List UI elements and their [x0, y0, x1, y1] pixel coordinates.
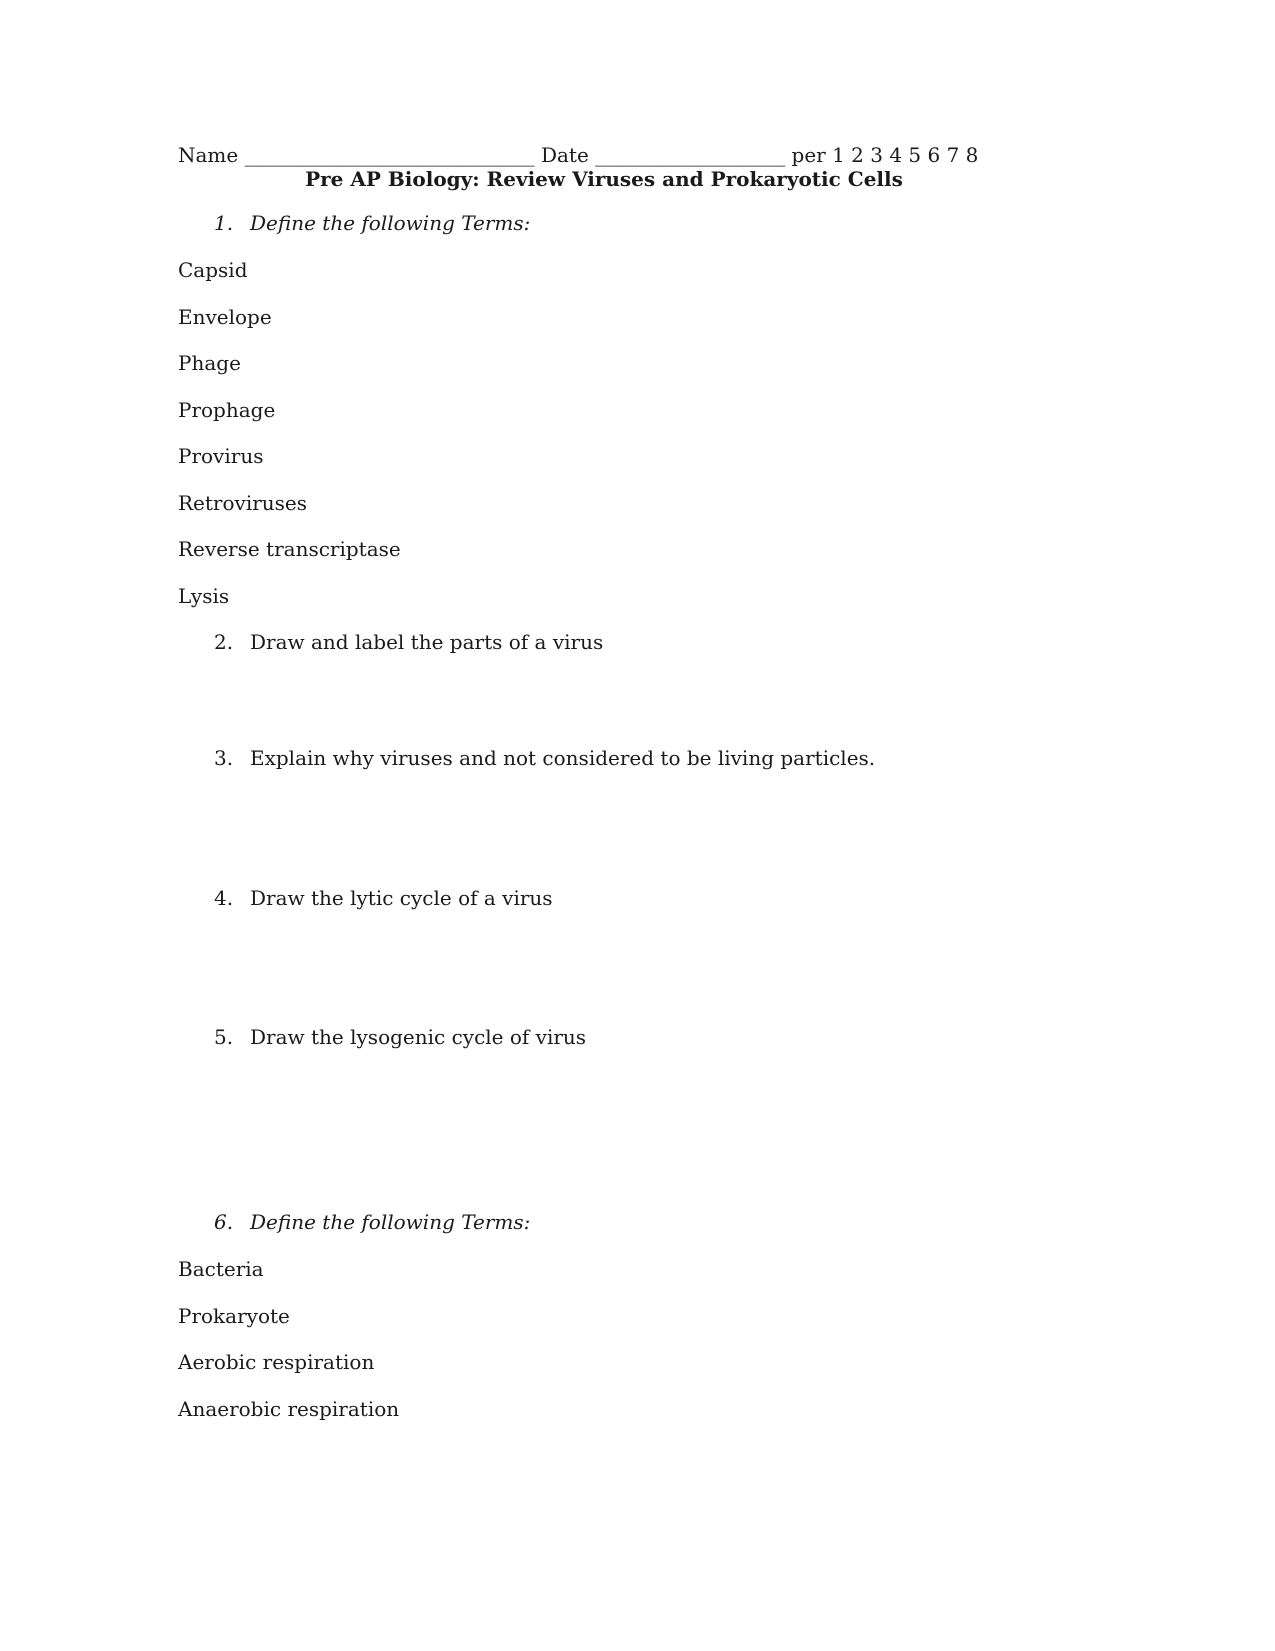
question-3	[214, 746, 875, 770]
question-text: Define the following Terms:	[250, 211, 531, 235]
term-envelope: Envelope	[178, 305, 272, 329]
question-4	[214, 886, 553, 910]
question-6	[214, 1210, 530, 1234]
question-number: 2.	[214, 630, 234, 654]
question-text: Define the following Terms:	[250, 1210, 531, 1234]
question-number: 6.	[214, 1210, 234, 1234]
term-aerobic-respiration: Aerobic respiration	[178, 1350, 375, 1374]
period-options: per 1 2 3 4 5 6 7 8	[791, 143, 979, 167]
term-prokaryote: Prokaryote	[178, 1304, 290, 1328]
question-text: Draw the lytic cycle of a virus	[250, 886, 553, 910]
question-number: 1.	[214, 211, 234, 235]
name-blank: _____________________________	[244, 143, 535, 167]
term-phage: Phage	[178, 351, 241, 375]
question-1	[214, 211, 530, 235]
term-lysis: Lysis	[178, 584, 230, 608]
question-2	[214, 630, 603, 654]
term-prophage: Prophage	[178, 398, 276, 422]
date-label: Date	[540, 143, 589, 167]
date-blank: ___________________	[595, 143, 786, 167]
question-text: Draw and label the parts of a virus	[250, 630, 604, 654]
question-5	[214, 1025, 586, 1049]
header-line	[178, 143, 978, 167]
term-provirus: Provirus	[178, 444, 264, 468]
question-number: 3.	[214, 746, 234, 770]
term-anaerobic-respiration: Anaerobic respiration	[178, 1397, 400, 1421]
name-label: Name	[178, 143, 239, 167]
page-title: Pre AP Biology: Review Viruses and Prokaryotic Cells	[305, 167, 903, 191]
term-capsid: Capsid	[178, 258, 248, 282]
question-text: Explain why viruses and not considered to be living particles.	[250, 746, 876, 770]
term-bacteria: Bacteria	[178, 1257, 264, 1281]
term-retroviruses: Retroviruses	[178, 491, 308, 515]
term-reverse-transcriptase: Reverse transcriptase	[178, 537, 401, 561]
question-text: Draw the lysogenic cycle of virus	[250, 1025, 587, 1049]
question-number: 5.	[214, 1025, 234, 1049]
question-number: 4.	[214, 886, 234, 910]
